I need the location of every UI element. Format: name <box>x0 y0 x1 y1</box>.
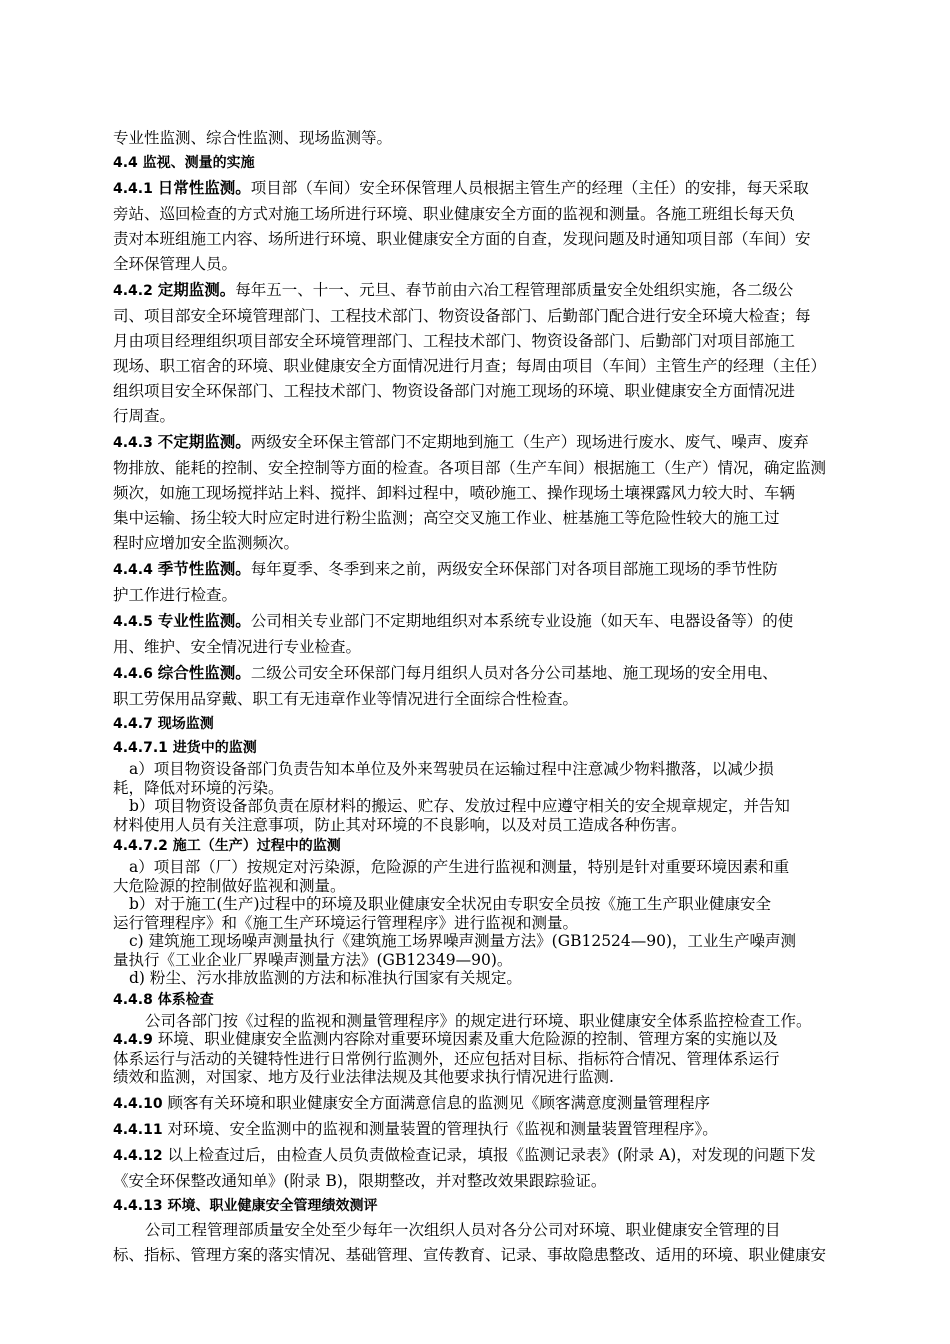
section-title: 日常性监测。 <box>157 178 251 197</box>
paragraph-line: 护工作进行检查。 <box>113 586 238 604</box>
section-heading-4-4-8: 4.4.8 体系检查 <box>113 991 214 1008</box>
paragraph-line: 行周查。 <box>113 407 176 425</box>
list-item-line: c) 建筑施工现场噪声测量执行《建筑施工场界噪声测量方法》(GB12524—90)，工业生产噪声测 <box>129 932 797 950</box>
paragraph-text: 以上检查过后，由检查人员负责做检查记录，填报《监测记录表》(附录 A)，对发现的问题下发 <box>162 1145 816 1164</box>
paragraph-line <box>113 277 843 304</box>
paragraph-line: 程时应增加安全监测频次。 <box>113 534 300 552</box>
list-item-line: a）项目部（厂）按规定对污染源，危险源的产生进行监视和测量，特别是针对重要环境因素和重 <box>129 858 790 876</box>
section-number: 4.4.9 <box>113 1032 153 1048</box>
section-heading-4-4-13: 4.4.13 环境、职业健康安全管理绩效测评 <box>113 1197 378 1214</box>
section-number: 4.4.11 <box>113 1121 163 1138</box>
list-item-line: 材料使用人员有关注意事项，防止其对环境的不良影响，以及对员工造成各种伤害。 <box>113 815 687 834</box>
paragraph-line: 职工劳保用品穿戴、职工有无违章作业等情况进行全面综合性检查。 <box>113 690 579 708</box>
paragraph-line: 月由项目经理组织项目部安全环境管理部门、工程技术部门、物资设备部门、后勤部门对项目部施工 <box>113 332 796 350</box>
section-4-4-10 <box>113 1091 843 1117</box>
paragraph-text: 公司相关专业部门不定期地组织对本系统专业设施（如天车、电器设备等）的使 <box>250 612 794 630</box>
paragraph-line: 专业性监测、综合性监测、现场监测等。 <box>113 129 393 147</box>
section-number: 4.4.5 <box>113 614 158 630</box>
paragraph-line <box>113 660 843 687</box>
section-4-4-7-2 <box>113 834 843 988</box>
list-item-line: 耗，降低对环境的污染。 <box>113 778 284 797</box>
list-item-line: 量执行《工业企业厂界噪声测量方法》(GB12349—90)。 <box>113 950 513 969</box>
paragraph-line: 频次，如施工现场搅拌站上料、搅拌、卸料过程中，喷砂施工、操作现场土壤裸露风力较大时、车辆 <box>113 484 796 502</box>
section-4-4-11 <box>113 1117 843 1143</box>
paragraph-line: 绩效和监测，对国家、地方及行业法律法规及其他要求执行情况进行监测. <box>113 1068 614 1086</box>
section-number: 4.4.12 <box>113 1147 163 1164</box>
paragraph-line: 公司各部门按《过程的监视和测量管理程序》的规定进行环境、职业健康安全体系监控检查工作。 <box>145 1011 812 1030</box>
section-number: 4.4.3 <box>113 435 158 451</box>
paragraph-text: 两级安全环保主管部门不定期地到施工（生产）现场进行废水、废气、噪声、废弃 <box>250 433 809 451</box>
list-item-line: b）对于施工(生产)过程中的环境及职业健康安全状况由专职安全员按《施工生产职业健康安全 <box>129 895 772 913</box>
section-title: 综合性监测。 <box>157 663 251 682</box>
paragraph-text: 顾客有关环境和职业健康安全方面满意信息的监测见《顾客满意度测量管理程序 <box>162 1093 711 1112</box>
subsection-heading: 4.4.7.2 施工（生产）过程中的监测 <box>113 838 341 854</box>
paragraph-text: 每年五一、十一、元旦、春节前由六冶工程管理部质量安全处组织实施，各二级公 <box>235 281 794 299</box>
section-4-4-1 <box>113 175 843 277</box>
document-body <box>113 126 843 1268</box>
section-title: 专业性监测。 <box>157 611 251 630</box>
section-4-4-7-1 <box>113 736 843 834</box>
paragraph-text: 项目部（车间）安全环保管理人员根据主管生产的经理（主任）的安排，每天采取 <box>250 179 809 197</box>
section-4-4-4 <box>113 556 843 608</box>
section-number: 4.4.1 <box>113 181 158 197</box>
list-item-line: 运行管理程序》和《施工生产环境运行管理程序》进行监视和测量。 <box>113 913 579 932</box>
paragraph-line <box>113 1143 843 1169</box>
section-title: 季节性监测。 <box>157 559 251 578</box>
paragraph-line: 集中运输、扬尘较大时应定时进行粉尘监测；高空交叉施工作业、桩基施工等危险性较大的施工过 <box>113 509 780 527</box>
section-4-4-3 <box>113 429 843 556</box>
paragraph-line <box>113 556 843 583</box>
subsection-heading: 4.4.7.1 进货中的监测 <box>113 740 257 756</box>
section-number: 4.4.4 <box>113 562 158 578</box>
paragraph-line: 现场、职工宿舍的环境、职业健康安全方面情况进行月查；每周由项目（车间）主管生产的经理（主任） <box>113 357 827 375</box>
section-number: 4.4.2 <box>113 283 158 299</box>
paragraph-line: 标、指标、管理方案的落实情况、基础管理、宣传教育、记录、事故隐患整改、适用的环境、职业健康安 <box>113 1245 827 1264</box>
list-item-line: d) 粉尘、污水排放监测的方法和标准执行国家有关规定。 <box>129 969 522 987</box>
list-item-line: a）项目物资设备部门负责告知本单位及外来驾驶员在运输过程中注意减少物料撒落，以减少损 <box>129 760 774 778</box>
section-number: 4.4.6 <box>113 666 158 682</box>
section-4-4-8 <box>113 988 843 1031</box>
section-title: 定期监测。 <box>157 280 236 299</box>
list-item-line: 大危险源的控制做好监视和测量。 <box>113 876 346 895</box>
paragraph-line <box>113 175 843 202</box>
section-heading-4-4-7: 4.4.7 现场监测 <box>113 716 214 732</box>
paragraph-line <box>113 1030 843 1050</box>
paragraph-text: 环境、职业健康安全监测内容除对重要环境因素及重大危险源的控制、管理方案的实施以及 <box>152 1030 778 1048</box>
paragraph-line <box>113 429 843 456</box>
paragraph-text: 每年夏季、冬季到来之前，两级安全环保部门对各项目部施工现场的季节性防 <box>250 560 778 578</box>
paragraph-line: 《安全环保整改通知单》(附录 B)，限期整改，并对整改效果跟踪验证。 <box>113 1171 607 1190</box>
paragraph-line: 责对本班组施工内容、场所进行环境、职业健康安全方面的自查，发现问题及时通知项目部（车间）安 <box>113 230 811 248</box>
section-4-4-9 <box>113 1030 843 1087</box>
paragraph-line: 公司工程管理部质量安全处至少每年一次组织人员对各分公司对环境、职业健康安全管理的目 <box>145 1220 781 1239</box>
paragraph-text: 对环境、安全监测中的监视和测量装置的管理执行《监视和测量装置管理程序》。 <box>162 1119 718 1138</box>
paragraph-line: 体系运行与活动的关键特性进行日常例行监测外，还应包括对目标、指标符合情况、管理体系运行 <box>113 1049 780 1068</box>
section-4-4-2 <box>113 277 843 429</box>
section-heading-4-4: 4.4 监视、测量的实施 <box>113 155 255 171</box>
section-4-4-13 <box>113 1194 843 1268</box>
paragraph-line <box>113 608 843 635</box>
paragraph-line: 物排放、能耗的控制、安全控制等方面的检查。各项目部（生产车间）根据施工（生产）情况，确定监测 <box>113 459 827 477</box>
section-4-4-5 <box>113 608 843 660</box>
paragraph-line: 全环保管理人员。 <box>113 255 238 273</box>
paragraph-line: 司、项目部安全环境管理部门、工程技术部门、物资设备部门、后勤部门配合进行安全环境大检查；每 <box>113 307 811 325</box>
paragraph-line: 组织项目安全环保部门、工程技术部门、物资设备部门对施工现场的环境、职业健康安全方面情况进 <box>113 382 796 400</box>
section-4-4-12 <box>113 1143 843 1194</box>
paragraph-text: 二级公司安全环保部门每月组织人员对各分公司基地、施工现场的安全用电、 <box>250 664 778 682</box>
paragraph-line: 旁站、巡回检查的方式对施工场所进行环境、职业健康安全方面的监视和测量。各施工班组长每天负 <box>113 205 796 223</box>
list-item-line: b）项目物资设备部负责在原材料的搬运、贮存、发放过程中应遵守相关的安全规章规定，并告知 <box>129 797 790 815</box>
section-number: 4.4.10 <box>113 1095 163 1112</box>
section-title: 不定期监测。 <box>157 432 251 451</box>
paragraph-line: 用、维护、安全情况进行专业检查。 <box>113 638 362 656</box>
section-4-4-6 <box>113 660 843 712</box>
